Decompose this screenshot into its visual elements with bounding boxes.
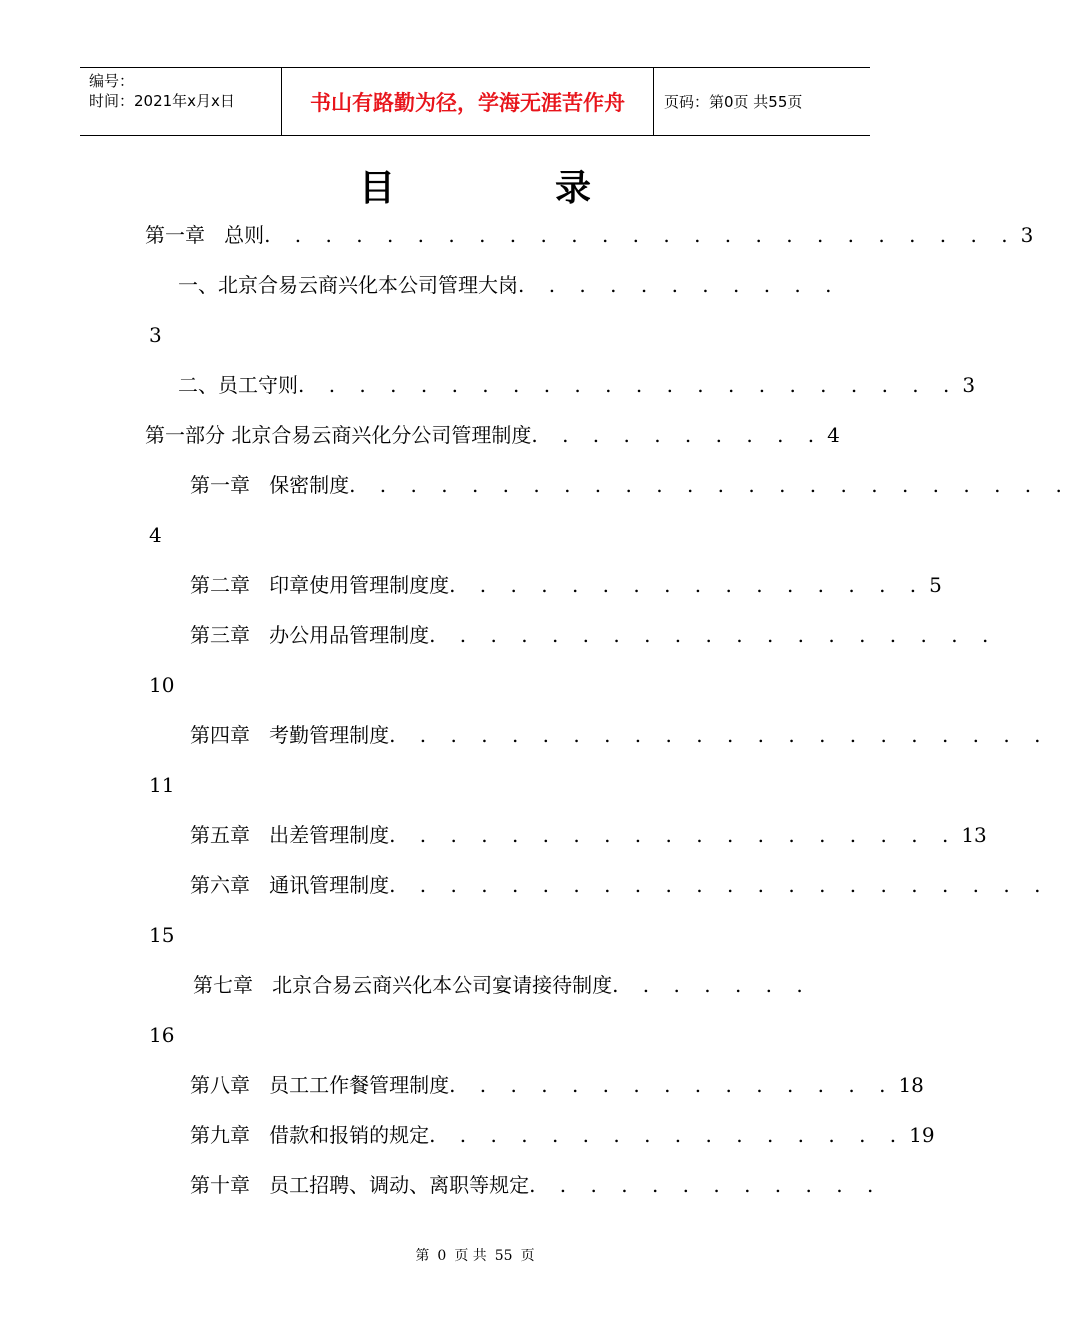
toc-entry-page: 18 bbox=[898, 1073, 924, 1097]
document-date: 时间：2021年x月x日 bbox=[89, 92, 235, 110]
toc-entry[interactable] bbox=[178, 270, 845, 300]
toc-entry-label: 二、员工守则 bbox=[178, 373, 298, 397]
toc-entry-leader: . . . . . . . . . . . . . . . . . . . . . . bbox=[389, 723, 1050, 747]
toc-entry-page: 13 bbox=[961, 823, 987, 847]
toc-entry-page: 15 bbox=[149, 923, 175, 947]
toc-entry-leader: . . . . . . . . . . . . . . . . . . . bbox=[429, 623, 998, 647]
toc-entry-leader: . . . . . . . . . . . . . . . . bbox=[429, 1123, 906, 1147]
toc-entry-leader: . . . . . . . . . . . . . . . . bbox=[449, 573, 926, 597]
toc-entry[interactable] bbox=[178, 370, 975, 400]
toc-entry[interactable] bbox=[193, 970, 816, 1000]
toc-entry-leader: . . . . . . . . . . . . . . . . . . . . . . . . . bbox=[264, 223, 1017, 247]
toc-entry-leader: . . . . . . . . . . . . bbox=[529, 1173, 883, 1197]
toc-entry-page: 11 bbox=[149, 773, 175, 797]
toc-entry[interactable] bbox=[145, 220, 1033, 250]
footer-current-page: 0 bbox=[437, 1248, 447, 1264]
toc-entry-label: 第一章 保密制度 bbox=[190, 473, 350, 497]
footer-suffix: 页 bbox=[520, 1248, 535, 1264]
toc-entry-label: 第一部分 北京合易云商兴化分公司管理制度 bbox=[145, 423, 532, 447]
toc-entry[interactable] bbox=[145, 770, 174, 800]
toc-entry[interactable] bbox=[145, 670, 174, 700]
toc-entry-page: 5 bbox=[929, 573, 942, 597]
toc-entry[interactable] bbox=[190, 820, 987, 850]
toc-entry-label: 第八章 员工工作餐管理制度 bbox=[190, 1073, 450, 1097]
toc-entry-page: 3 bbox=[149, 323, 162, 347]
toc-entry-label: 第三章 办公用品管理制度 bbox=[190, 623, 430, 647]
toc-entry-leader: . . . . . . . . . . . bbox=[518, 273, 841, 297]
toc-entry-page: 4 bbox=[149, 523, 162, 547]
toc-entry-page: 19 bbox=[909, 1123, 935, 1147]
toc-title: 目录 bbox=[358, 168, 751, 209]
toc-entry[interactable] bbox=[190, 570, 942, 600]
toc-entry-leader: . . . . . . . . . . . . . . . bbox=[449, 1073, 895, 1097]
toc-entry[interactable] bbox=[145, 520, 162, 550]
footer-mid: 页 共 bbox=[454, 1248, 487, 1264]
toc-entry-page: 16 bbox=[149, 1023, 175, 1047]
toc-entry-leader: . . . . . . . bbox=[612, 973, 812, 997]
toc-entry[interactable] bbox=[190, 870, 1053, 900]
toc-entry-leader: . . . . . . . . . . bbox=[531, 423, 824, 447]
toc-entry[interactable] bbox=[145, 320, 162, 350]
toc-entry-page: 3 bbox=[962, 373, 976, 397]
toc-entry-label: 第十章 员工招聘、调动、离职等规定 bbox=[190, 1173, 530, 1197]
toc-entry[interactable] bbox=[190, 470, 1075, 500]
toc-entry-label: 第四章 考勤管理制度 bbox=[190, 723, 390, 747]
toc-entry[interactable] bbox=[145, 1020, 174, 1050]
toc-entry-page: 4 bbox=[827, 423, 840, 447]
toc-entry-leader: . . . . . . . . . . . . . . . . . . . . . . bbox=[298, 373, 959, 397]
header-page-info: 页码：第0页 共55页 bbox=[664, 93, 803, 111]
toc-entry[interactable] bbox=[145, 420, 840, 450]
toc-entry[interactable] bbox=[190, 620, 1001, 650]
footer-total-pages: 55 bbox=[494, 1248, 513, 1264]
toc-entry-label: 第九章 借款和报销的规定 bbox=[190, 1123, 430, 1147]
toc-entry-label: 第七章 北京合易云商兴化本公司宴请接待制度 bbox=[193, 973, 613, 997]
toc-entry[interactable] bbox=[145, 920, 174, 950]
toc-entry-label: 一、北京合易云商兴化本公司管理大岗 bbox=[178, 273, 518, 297]
footer-prefix: 第 bbox=[415, 1248, 430, 1264]
toc-entry-page: 3 bbox=[1020, 223, 1034, 247]
toc-entry-leader: . . . . . . . . . . . . . . . . . . . . . . . . bbox=[349, 473, 1071, 497]
document-header bbox=[80, 67, 870, 136]
toc-entry-label: 第六章 通讯管理制度 bbox=[190, 873, 390, 897]
toc-entry[interactable] bbox=[190, 1170, 886, 1200]
toc-entry-label: 第五章 出差管理制度 bbox=[190, 823, 390, 847]
toc-entry-label: 第二章 印章使用管理制度度 bbox=[190, 573, 450, 597]
toc-entry-page: 10 bbox=[149, 673, 175, 697]
header-meta bbox=[80, 68, 282, 135]
toc-entry-leader: . . . . . . . . . . . . . . . . . . . bbox=[389, 823, 958, 847]
toc-entry[interactable] bbox=[190, 1120, 935, 1150]
toc-entry-leader: . . . . . . . . . . . . . . . . . . . . . . bbox=[389, 873, 1050, 897]
header-motto: 书山有路勤为径，学海无涯苦作舟 bbox=[282, 68, 654, 135]
document-number-label: 编号： bbox=[89, 72, 135, 90]
toc-entry[interactable] bbox=[190, 720, 1053, 750]
toc-entry-label: 第一章 总则 bbox=[145, 223, 265, 247]
toc-entry[interactable] bbox=[190, 1070, 924, 1100]
page-footer bbox=[0, 1245, 950, 1265]
